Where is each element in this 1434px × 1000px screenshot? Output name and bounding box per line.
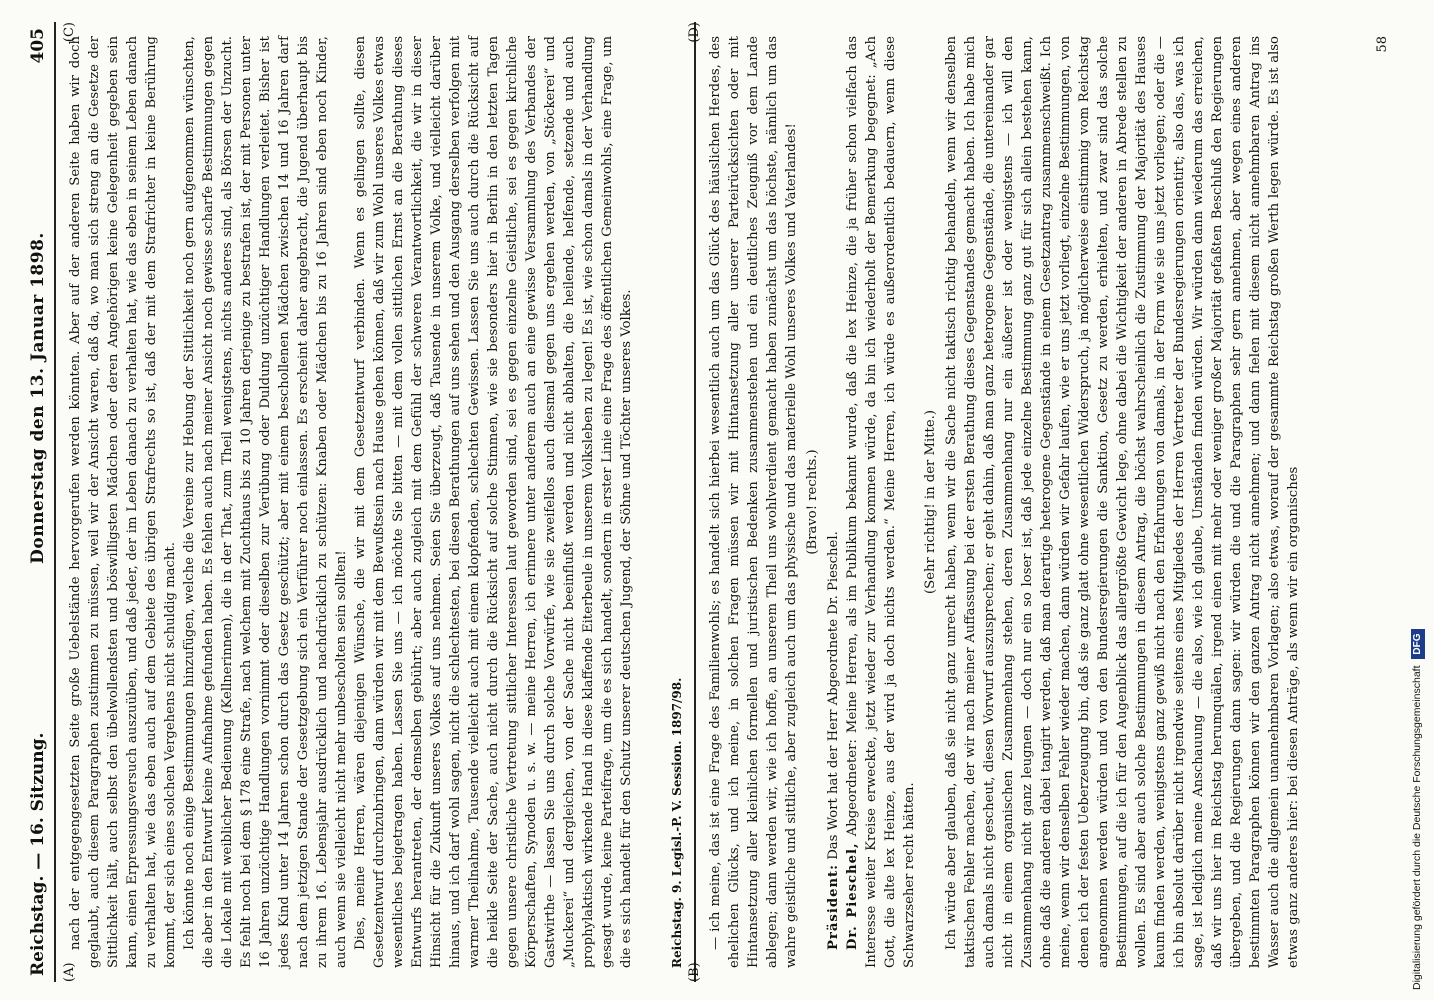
right-paragraph: — ich meine, das ist eine Frage des Familienwohls; es handelt sich hierbei wesentlich auch um das Glück des häuslichen Herdes, des ehelichen Glücks, und ich meine, in solchen Fragen müssen wir mit Hintansetzung aller unserer Parteirücksichten oder mit Hintansetzung aller kleinlichen formellen und juristischen Bedenken zusammenstehen und ein deutliches Zeugniß vor dem Lande ablegen; dann werden wir, wie ich hoffe, an unserem Theil uns wohlverdient gemacht haben zunächst um das höchste, nämlich um das wahre geistliche und sittliche, aber zugleich auch um das physische und das materielle Wohl unseres Volkes und Vaterlandes! [708,36,799,968]
president-label: Präsident: [826,863,841,950]
dfg-logo: DFG [1411,629,1425,658]
speaker-label: Dr. Pieschel, [845,842,860,950]
left-paragraph: nach der entgegengesetzten Seite große Uebelstände hervorgerufen werden könnten. Aber auf der anderen Seite haben wir doch geglaubt, auch diesem Paragraphen zustimmen zu müssen, weil wir der Ansicht waren, daß da, wo man sich streng an die Gesetze der Sittlichkeit hält, auch selbst den übelwollendsten und böswilligsten Mädchen oder deren Angehörigen keine Gelegenheit gegeben sein kann, einen Erpressungsversuch auszuüben, und daß jeder, der im Leben danach zu verhalten hat, wie das eben in seinem Leben danach zu verhalten hat, wie das eben auch auf dem Gebiete des übrigen Strafrechts so ist, daß der mit dem Strafrichter in keine Berührung kommt, der sich eines solchen Vergehens nicht schuldig macht. [68,36,178,968]
bottom-page-number: 58 [1375,36,1390,53]
right-column [706,22,1396,982]
left-paragraph: Dies, meine Herren, wären diejenigen Wünsche, die wir mit dem Gesetzentwurf verbinden. Wenn es gelingen sollte, diesen Gesetzentwurf durchzubringen, dann würden wir mit dem Bewußtsein nach Hause gehen können, daß wir zum Wohl unseres Volkes etwas wesentliches beigetragen haben. Lassen Sie uns — ich möchte Sie bitten — mit dem vollen sittlichen Ernst an die Berathung dieses Entwurfs herantreten, der demselben gebührt; aber auch zugleich mit dem Gefühl der schweren Verantwortlichkeit, die wir in dieser Hinsicht für die Zukunft unseres Volkes auf uns nehmen. Seien Sie überzeugt, daß Tausende in unserem Volke, und vielleicht darüber hinaus, und ich darf wohl sagen, nicht die schlechtesten, bei diesen Berathungen auf uns sehen und den Ausgang derselben verfolgen mit warmer Theilnahme, Tausende vielleicht auch mit einem klopfenden, schlechten Gewissen. Lassen Sie uns auch durch die Rücksicht auf die heikle Seite der Sache, auch nicht durch die Rücksicht auf solche Stimmen, wie sie besonders hier in Berlin in den letzten Tagen gegen unsere christliche Vertretung sittlicher Interessen laut geworden sind, sei es gegen einzelne Geistliche, sei es gegen kirchliche Körperschaften, Synoden u. s. w. — meine Herren, ich erinnere unter anderem auch an eine gewisse Versammlung des Verbandes der Gastwirthe — lassen Sie uns durch solche Vorwürfe, wie sie zweifellos auch diesmal gegen uns ergehen werden, von „Stöckerei“ und „Muckerei“ und dergleichen, von der Sache nicht beeinflußt werden und nicht abhalten, die heilende, helfende, setzende und auch prophylaktisch wirkende Hand in diese klaffende Eiterbeule in unserem Volksleben zu legen! Es ist, wie schon damals in der Verhandlung gesagt wurde, keine Parteifrage, um die es sich handelt, sondern in erster Linie eine Frage des öffentlichen Gemeinwohls, eine Frage, um die es sich handelt für den Schutz unserer deutschen Jugend, der Söhne und Töchter unseres Volkes. [353,36,634,968]
digitization-credit-strip [1406,0,1432,1000]
marker-c: (C) [62,22,77,43]
marker-d: (D) [687,22,702,43]
president-text: Das Wort hat der Herr Abgeordnete Dr. Pieschel. [826,531,841,860]
header-date: Donnerstag den 13. Januar 1898. [28,232,48,564]
rotated-page-content [22,22,1402,982]
marker-a: (A) [62,962,77,982]
left-paragraph: Ich könnte noch einige Bestimmungen hinzufügen, welche die Vereine zur Hebung der Sittlichkeit noch gern aufgenommen wünschten, die aber in den Entwurf keine Aufnahme gefunden haben. Es fehlen auch nach meiner Ansicht noch gewisse scharfe Bestimmungen gegen die Lokale mit weiblicher Bedienung (Kellnerinnen), die in der That, zum Theil wenigstens, nichts anderes sind, als Börsen der Unzucht. Es fehlt noch bei dem § 178 eine Strafe, nach welchem mit Zuchthaus bis zu 10 Jahren derjenige zu bestrafen ist, der mit Personen unter 16 Jahren unzüchtige Handlungen vornimmt oder dieselben zur Verübung oder Duldung unzüchtiger Handlungen verleitet. Bisher ist jedes Kind unter 14 Jahren schon durch das Gesetz geschützt; aber mit einem beschollenen Mädchen zwischen 14 und 16 Jahren darf nach dem jetzigen Stande der Gesetzgebung sich ein Verführer noch einlassen. Es erscheint daher angebracht, die Jugend überhaupt bis zu ihrem 16. Lebensjahr ausdrücklich und nachdrücklich zu schützen: Knaben oder Mädchen bis zu 16 Jahren sind eben noch Kinder, auch wenn sie vielleicht nicht mehr unbescholten sein sollten! [182,36,349,968]
left-column [66,22,688,982]
speech-text: Meine Herren, als im Publikum bekannt wurde, daß die lex Heinze, die ja früher schon vielfach das Interesse weiter Kreise erweckte, jetzt wieder zur Verhandlung kommen würde, da bin ich wiederholt der Bemerkung begegnet: „Ach Gott, die alte lex Heinze, aus der wird ja doch nichts werden.“ Meine Herren, ich würde es außerordentlich bedauern, wenn diese Schwarzseher recht hätten. [845,36,917,968]
right-paragraph: Ich würde aber glauben, daß sie nicht ganz unrecht haben, wenn wir die Sache nicht taktisch richtig behandeln, wenn wir denselben taktischen Fehler machen, der wir nach meiner Auffassung bei der ersten Berathung dieses Gegenstandes gemacht haben. Ich habe mich auch damals nicht gescheut, diesen Vorwurf auszusprechen; er geht dahin, daß man ganz heterogene Gegenstände, die untereinander gar nicht in einem organischen Zusammenhang stehen, deren Zusammenhang nur ein äußerer ist oder wenigstens — ich will den Zusammenhang nicht ganz leugnen — doch nur ein so loser ist, daß jede einzelne Bestimmung ganz gut für sich allein bestehen kann, ohne daß die anderen dabei tangirt werden, daß man derartige heterogene Gegenstände in einem Gesetzantrag zusammenschweißt. Ich meine, wenn wir denselben Fehler wieder machen, dann würden wir Gefahr laufen, wie er uns jetzt vorliegt, einzelne Bestimmungen, von denen ich der festen Ueberzeugung bin, daß sie ganz glatt ohne wesentlichen Widerspruch, ja möglicherweise einstimmig vom Reichstag angenommen werden würden und von den Bundesregierungen die Sanktion, Gesetz zu werden, erhielten, und zwar sind das solche Bestimmungen, auf die ich für den Augenblick das allergrößte Gewicht lege, ohne dabei die Wichtigkeit der anderen in Abrede stellen zu wollen. Es sind aber auch solche Bestimmungen in diesem Antrag, die höchst wahrscheinlich die Zustimmung der Majorität des Hauses kaum finden werden, wenigstens ganz gewiß nicht nach den Erfahrungen von damals, in der Form wie sie uns jetzt vorliegen; oder die — ich bin absolut darüber nicht irgendwie seitens eines Mitgliedes der Herren Vertreter der Bundesregierungen orientirt; also das, was ich sage, ist lediglich meine Anschauung — die also, wie ich glaube, Umständen finden würden. Wir würden dann wiederum das erreichen, daß wir uns hier im Reichstag herumquälen, irgend einen mit mehr oder weniger großer Majorität gefaßten Beschluß den Regierungen übergeben, und die Regierungen dann sagen: wir würden die und die Paragraphen sehr gern annehmen, aber wegen eines anderen bestimmten Paragraphen können wir den ganzen Antrag nicht annehmen; und dann fielen mit diesem nicht annehmbaren Antrag ins Wasser auch die allgemein unannehmbaren Vorlagen; also etwas, worauf der gesammte Reichstag großen Werth legen würde. Es ist also etwas ganz anderes hier: bei diesen Anträge, als wenn wir ein organisches [944,36,1301,968]
applause-note: (Bravo! rechts.) [805,449,820,555]
header-left: Reichstag. — 16. Sitzung. [28,732,48,976]
interjection-note: (Sehr richtig! in der Mitte.) [923,410,938,594]
text-columns [66,22,1396,982]
column-divider [694,22,696,982]
session-footer: Reichstag. 9. Legisl.-P. V. Session. 1897/98. [670,677,684,968]
header-page-number: 405 [28,28,48,64]
marker-b: (B) [687,962,702,982]
speaker-role: Abgeordneter: [845,739,860,837]
page-header [22,22,56,982]
credit-text: Digitalisierung gefördert durch die Deutsche Forschungsgemeinschaft [1411,665,1423,990]
